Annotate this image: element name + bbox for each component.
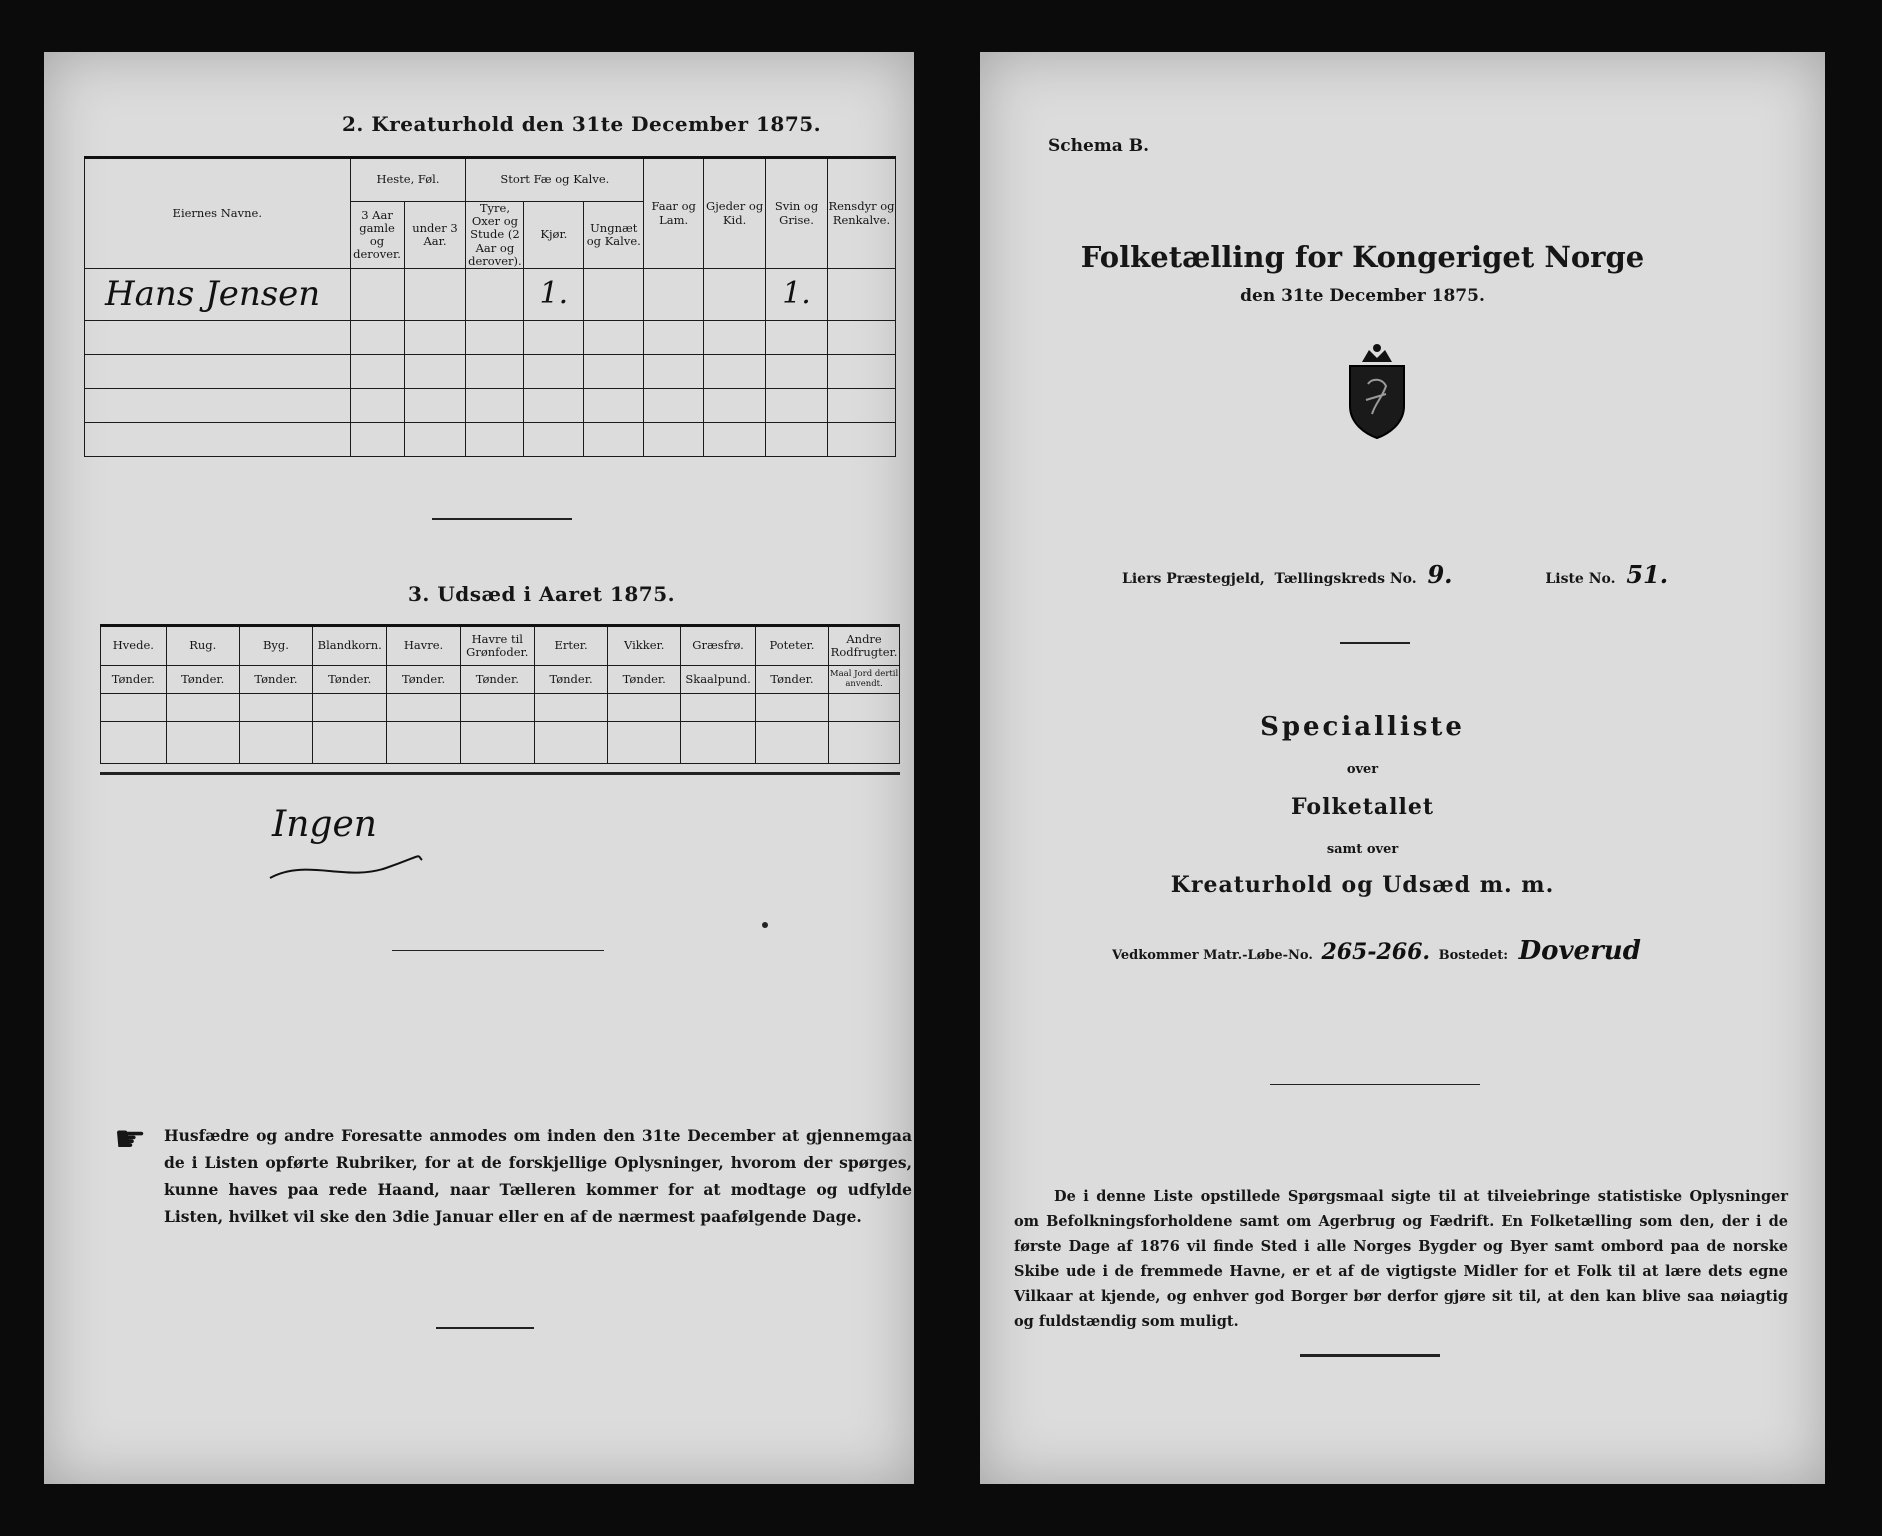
udsaed-unit: Tønder. [755,666,828,694]
heste-header: Heste, Føl. [350,158,466,202]
folketallet-label: Folketallet [1291,794,1434,820]
ink-dot [762,922,768,928]
udsaed-unit: Tønder. [166,666,239,694]
stort-sub2: Kjør. [524,202,584,269]
list-label: Liste No. [1545,571,1616,587]
signature: Ingen [272,804,377,845]
stort-fae-header: Stort Fæ og Kalve. [466,158,644,202]
section-3-title: 3. Udsæd i Aaret 1875. [408,582,676,606]
notice-paragraph: Husfædre og andre Foresatte anmodes om inden den 31te December at gjennemgaa de i Listen opførte Rubriker, for at de forskjellige Oplysninger, hvorom der spørges, kunne haves paa rede Haand, naar Tælleren kommer for at modtage og udfylde Listen, hvilket vil ske den 3die Januar eller en af de nærmest paafølgende Dage. [164,1126,912,1226]
faar-header: Faar og Lam. [644,158,704,269]
schema-label: Schema B. [1048,136,1150,156]
main-title: Folketælling for Kongeriget Norge [1080,240,1645,274]
intro-paragraph: De i denne Liste opstillede Spørgsmaal sigte til at tilveiebringe statistiske Oplysninger om Befolkningsforholdene samt om Agerbrug og Fædrift. En Folketælling som den, der i de første Dage af 1876 vil finde Sted i alle Norges Bygder og Byer samt ombord paa de norske Skibe ude i de fremmede Havne, er et af de vigtigste Midler for et Folk til at lære dets egne Vilkaar at kjende, og enhver god Borger bør derfor gjøre sit til, at den kan blive saa nøiagtig og fuldstændig som muligt. [1014,1188,1788,1330]
right-page [980,52,1825,1484]
divider [1340,642,1410,644]
section-2-title: 2. Kreaturhold den 31te December 1875. [342,112,822,136]
udsaed-unit: Maal Jord dertil anvendt. [829,666,900,694]
udsaed-header: Havre. [387,626,460,666]
owner-header: Eiernes Navne. [85,158,351,269]
divider [432,518,572,520]
udsaed-header: Hvede. [101,626,167,666]
udsaed-table [100,624,900,764]
udsaed-header: Erter. [534,626,607,666]
rensdyr-header: Rensdyr og Renkalve. [827,158,895,269]
district-number: 9. [1427,560,1453,589]
bostedet-value: Doverud [1518,936,1641,966]
coat-of-arms-icon [1342,340,1412,440]
table-row [101,694,900,722]
divider [1270,1084,1480,1085]
udsaed-unit: Tønder. [101,666,167,694]
udsaed-unit: Tønder. [460,666,534,694]
pointing-hand-icon: ☛ [114,1119,147,1160]
heste-sub1: 3 Aar gamle og derover. [350,202,404,269]
table-row [85,423,896,457]
udsaed-unit: Tønder. [387,666,460,694]
udsaed-unit: Tønder. [608,666,681,694]
divider [100,772,900,775]
udsaed-header: Havre til Grønfoder. [460,626,534,666]
specialliste-title: Specialliste [1260,712,1465,742]
udsaed-header: Andre Rodfrugter. [829,626,900,666]
table-row [85,269,896,321]
udsaed-unit: Skaalpund. [681,666,755,694]
signature-flourish [266,848,426,888]
district-label: Tællingskreds No. [1274,571,1417,587]
udsaed-unit: Tønder. [313,666,387,694]
samt-over-label: samt over [1326,842,1399,857]
udsaed-header: Byg. [239,626,312,666]
udsaed-header: Græsfrø. [681,626,755,666]
gjeder-header: Gjeder og Kid. [704,158,766,269]
divider [392,950,604,951]
list-number: 51. [1626,560,1669,589]
udsaed-header: Rug. [166,626,239,666]
table-row [85,389,896,423]
heste-sub2: under 3 Aar. [404,202,466,269]
divider [1300,1354,1440,1357]
udsaed-unit: Tønder. [239,666,312,694]
matr-value: 265-266. [1321,939,1431,965]
matr-line [1112,936,1641,966]
svin-header: Svin og Grise. [766,158,828,269]
date-line: den 31te December 1875. [1240,286,1485,306]
left-page [44,52,914,1484]
table-row [85,321,896,355]
svin-count: 1. [782,276,811,312]
bostedet-label: Bostedet: [1438,948,1509,963]
udsaed-unit: Tønder. [534,666,607,694]
parish-label: Liers Præstegjeld, [1122,571,1265,587]
owner-name: Hans Jensen [105,274,321,315]
table-row [101,722,900,764]
kreaturhold-label: Kreaturhold og Udsæd m. m. [1170,872,1555,898]
stort-sub3: Ungnæt og Kalve. [584,202,644,269]
table-row [85,355,896,389]
over-label: over [1346,762,1379,777]
district-line [1122,560,1668,589]
matr-label: Vedkommer Matr.-Løbe-No. [1112,948,1313,963]
livestock-table [84,156,896,457]
udsaed-header: Blandkorn. [313,626,387,666]
kjor-count: 1. [539,276,569,312]
udsaed-header: Poteter. [755,626,828,666]
divider [436,1327,534,1329]
udsaed-header: Vikker. [608,626,681,666]
stort-sub1: Tyre, Oxer og Stude (2 Aar og derover). [466,202,524,269]
